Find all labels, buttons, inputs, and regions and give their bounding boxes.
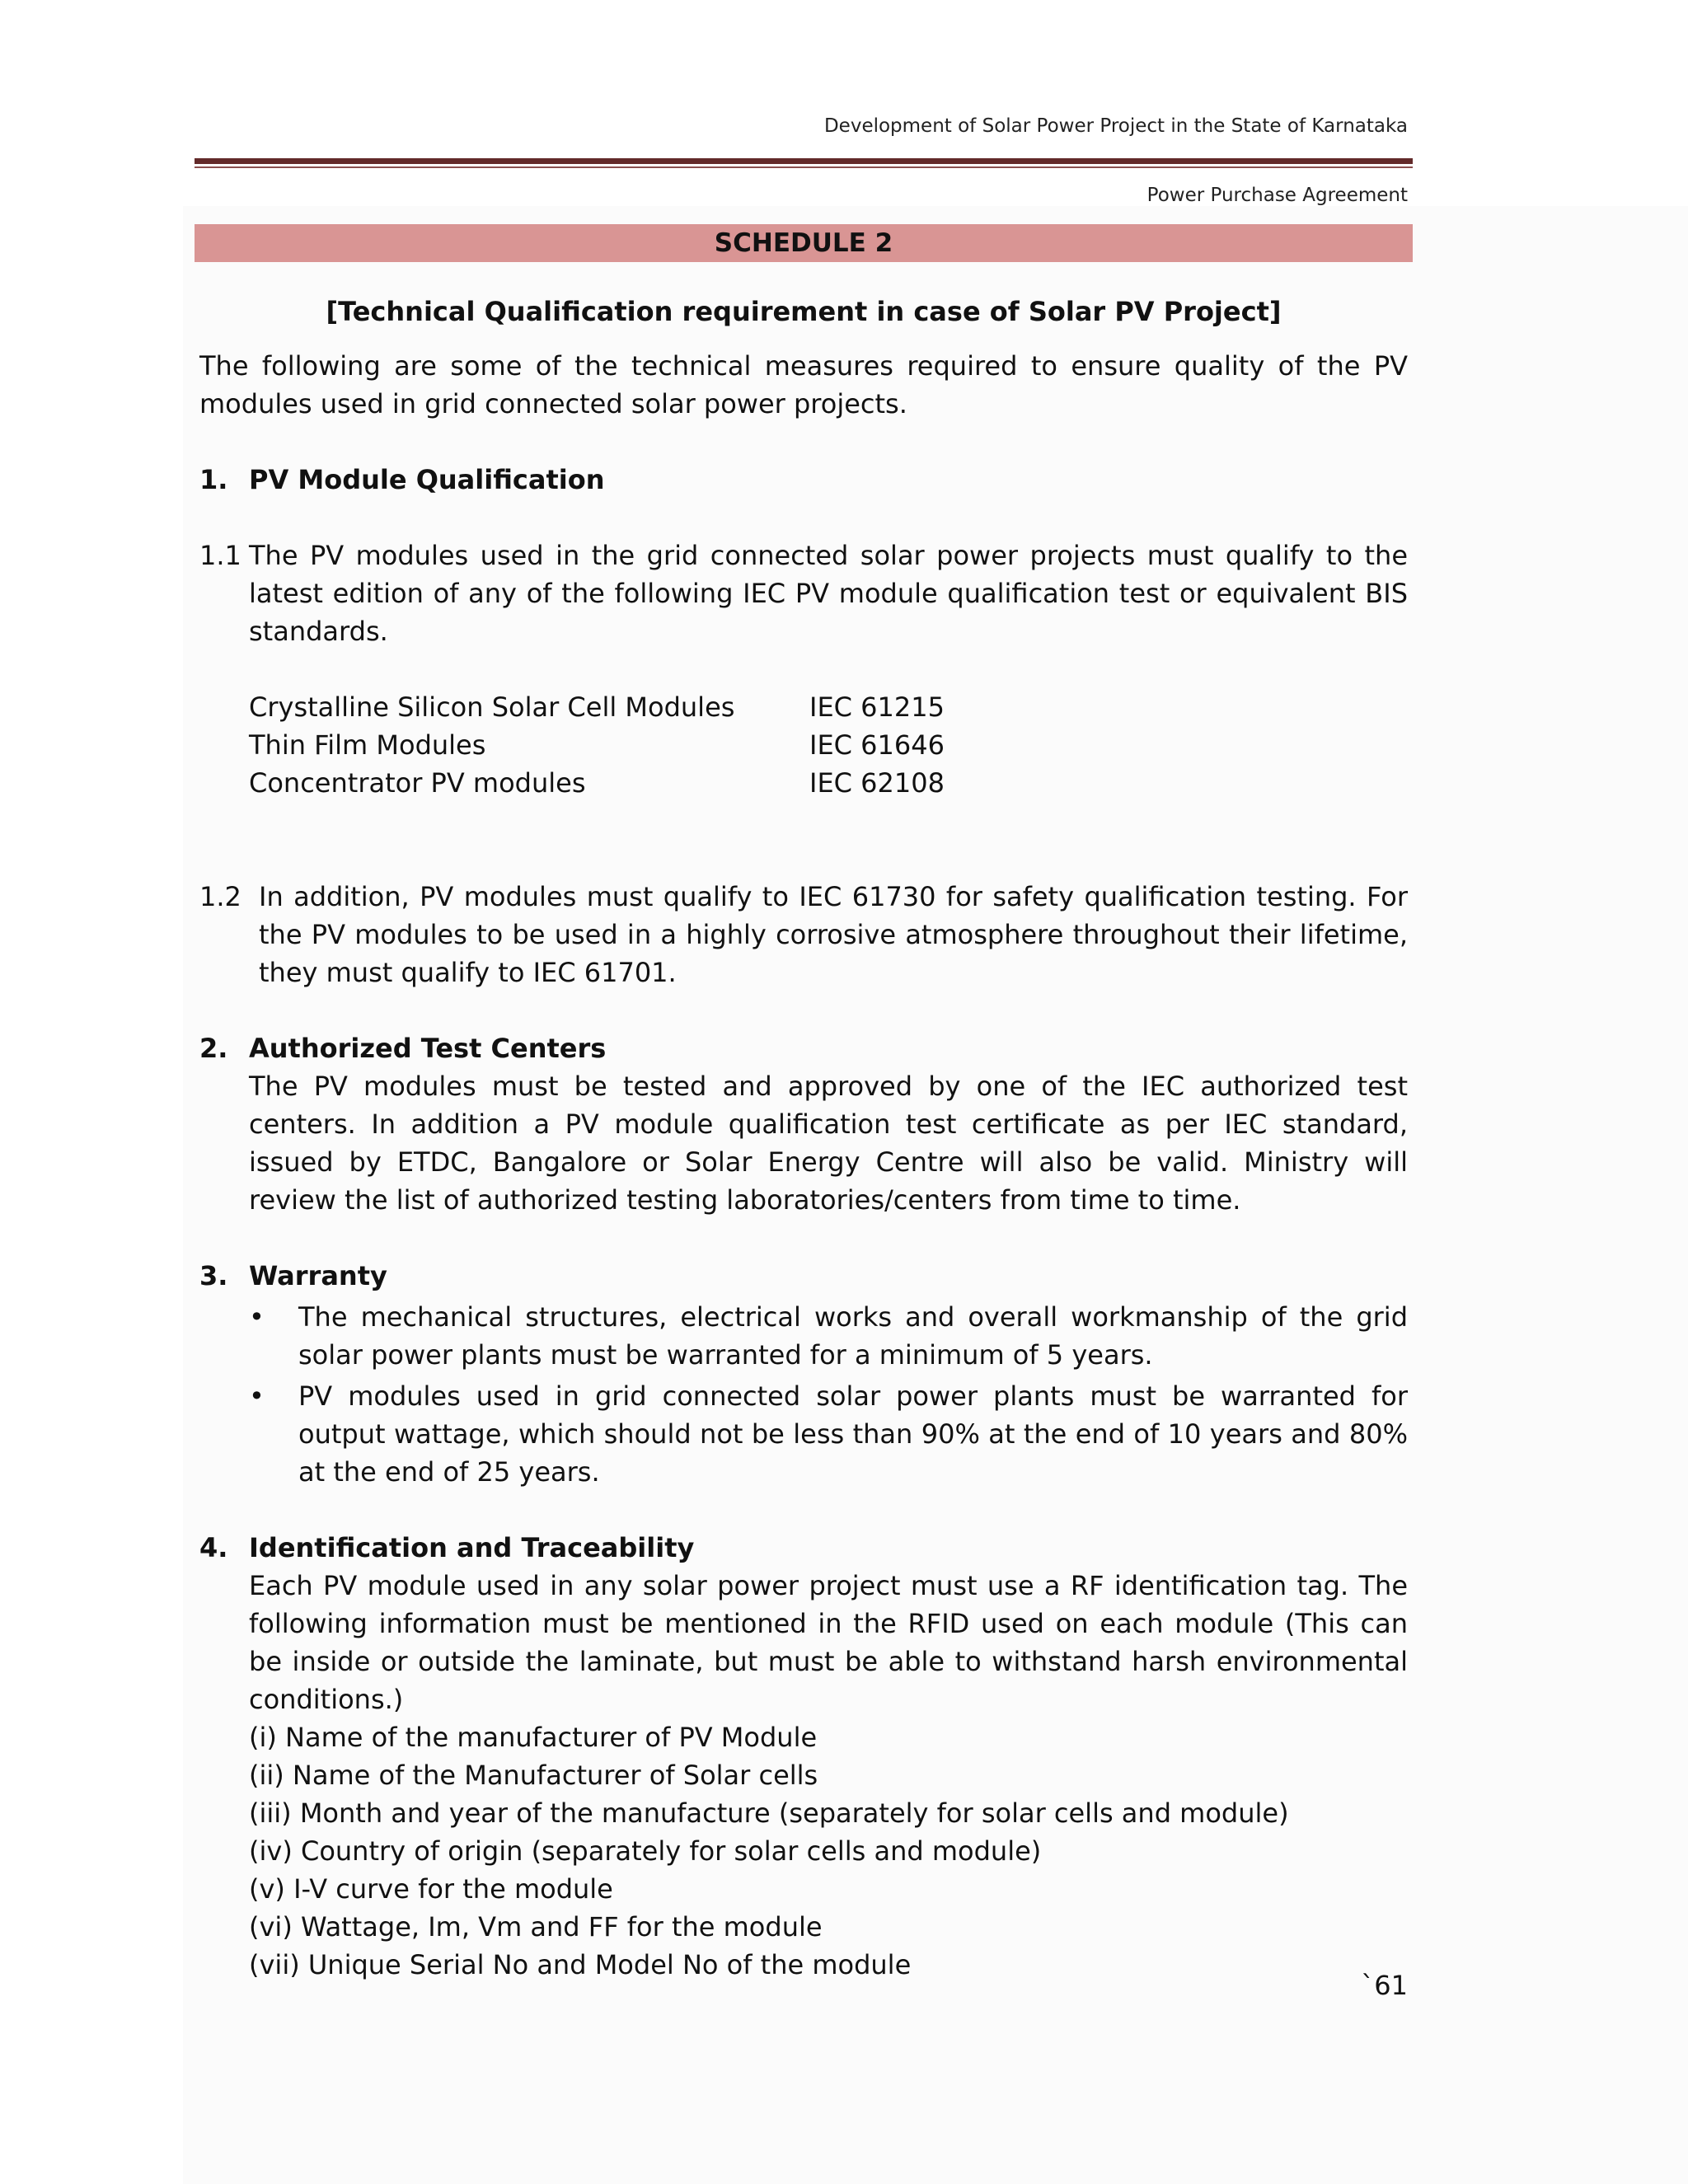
standard-name: Concentrator PV modules xyxy=(249,767,586,799)
standard-row xyxy=(249,726,1408,764)
clause-number: 1.2 xyxy=(199,881,241,912)
document-body xyxy=(199,293,1408,1984)
list-item: (vi) Wattage, Im, Vm and FF for the module xyxy=(249,1911,823,1943)
section-title: PV Module Qualification xyxy=(249,464,605,495)
bullet-text: PV modules used in grid connected solar power plants must be warranted for output wattage, which should not be less than 90% at the end of 10 years and 80% at the end of 25 years. xyxy=(298,1380,1408,1488)
section-4-body xyxy=(199,1567,1408,1984)
section-number: 4. xyxy=(199,1532,228,1563)
clause-1-1 xyxy=(199,537,1408,650)
schedule-heading: SCHEDULE 2 xyxy=(195,224,1413,262)
standard-code: IEC 62108 xyxy=(809,767,945,799)
clause-number: 1.1 xyxy=(199,540,241,571)
standard-name: Thin Film Modules xyxy=(249,729,486,761)
section-2-heading xyxy=(199,1029,1408,1067)
section-title: Warranty xyxy=(249,1260,387,1291)
section-4-heading xyxy=(199,1529,1408,1567)
standards-list xyxy=(199,688,1408,802)
clause-1-2 xyxy=(199,878,1408,991)
header-rule xyxy=(195,158,1413,164)
warranty-bullet xyxy=(199,1298,1408,1374)
standard-name: Crystalline Silicon Solar Cell Modules xyxy=(249,691,735,723)
section-number: 2. xyxy=(199,1033,228,1064)
warranty-bullet xyxy=(199,1377,1408,1491)
section-number: 3. xyxy=(199,1260,228,1291)
list-item: (v) I-V curve for the module xyxy=(249,1873,613,1905)
bullet-text: The mechanical structures, electrical works and overall workmanship of the grid solar power plants must be warranted for a minimum of 5 years. xyxy=(298,1301,1408,1371)
page-number: `61 xyxy=(1361,1970,1408,2001)
section-number: 1. xyxy=(199,464,228,495)
list-item: (iii) Month and year of the manufacture (separately for solar cells and module) xyxy=(249,1797,1289,1829)
document-header-title: Development of Solar Power Project in the State of Karnataka xyxy=(823,115,1408,137)
document-header-subtitle: Power Purchase Agreement xyxy=(1146,185,1408,206)
list-item: (ii) Name of the Manufacturer of Solar cells xyxy=(249,1760,818,1791)
section-title: Authorized Test Centers xyxy=(249,1033,607,1064)
schedule-subtitle: [Technical Qualification requirement in case of Solar PV Project] xyxy=(326,296,1282,327)
list-item: (i) Name of the manufacturer of PV Module xyxy=(249,1722,818,1753)
section-4-paragraph: Each PV module used in any solar power project must use a RF identification tag. The following information must be mentioned in the RFID used on each module (This can be inside or outside the laminate, but must be able to withstand harsh environmental conditions.) xyxy=(249,1570,1408,1715)
list-item: (iv) Country of origin (separately for solar cells and module) xyxy=(249,1835,1042,1867)
bullet-dot-icon: • xyxy=(249,1301,265,1333)
section-2-paragraph: The PV modules must be tested and approved by one of the IEC authorized test centers. In addition a PV module qualification test certificate as per IEC standard, issued by ETDC, Bangalore or Solar Energy Centre will also be valid. Ministry will review the list of authorized testing laboratories/centers from time to time. xyxy=(249,1071,1408,1216)
section-title: Identification and Traceability xyxy=(249,1532,695,1563)
clause-text: In addition, PV modules must qualify to IEC 61730 for safety qualification testing. For the PV modules to be used in a highly corrosive atmosphere throughout their lifetime, they must qualify to IEC 61701. xyxy=(259,881,1408,988)
standard-code: IEC 61215 xyxy=(809,691,945,723)
clause-text: The PV modules used in the grid connected solar power projects must qualify to the latest edition of any of the following IEC PV module qualification test or equivalent BIS standards. xyxy=(249,540,1408,647)
standard-code: IEC 61646 xyxy=(809,729,945,761)
header-rule-secondary xyxy=(195,166,1413,168)
standard-row xyxy=(249,688,1408,726)
standard-row xyxy=(249,764,1408,802)
intro-paragraph: The following are some of the technical measures required to ensure quality of the PV modules used in grid connected solar power projects. xyxy=(199,350,1408,419)
section-1-heading xyxy=(199,461,1408,499)
bullet-dot-icon: • xyxy=(249,1380,265,1412)
section-3-heading xyxy=(199,1257,1408,1295)
list-item: (vii) Unique Serial No and Model No of the module xyxy=(249,1949,912,1980)
